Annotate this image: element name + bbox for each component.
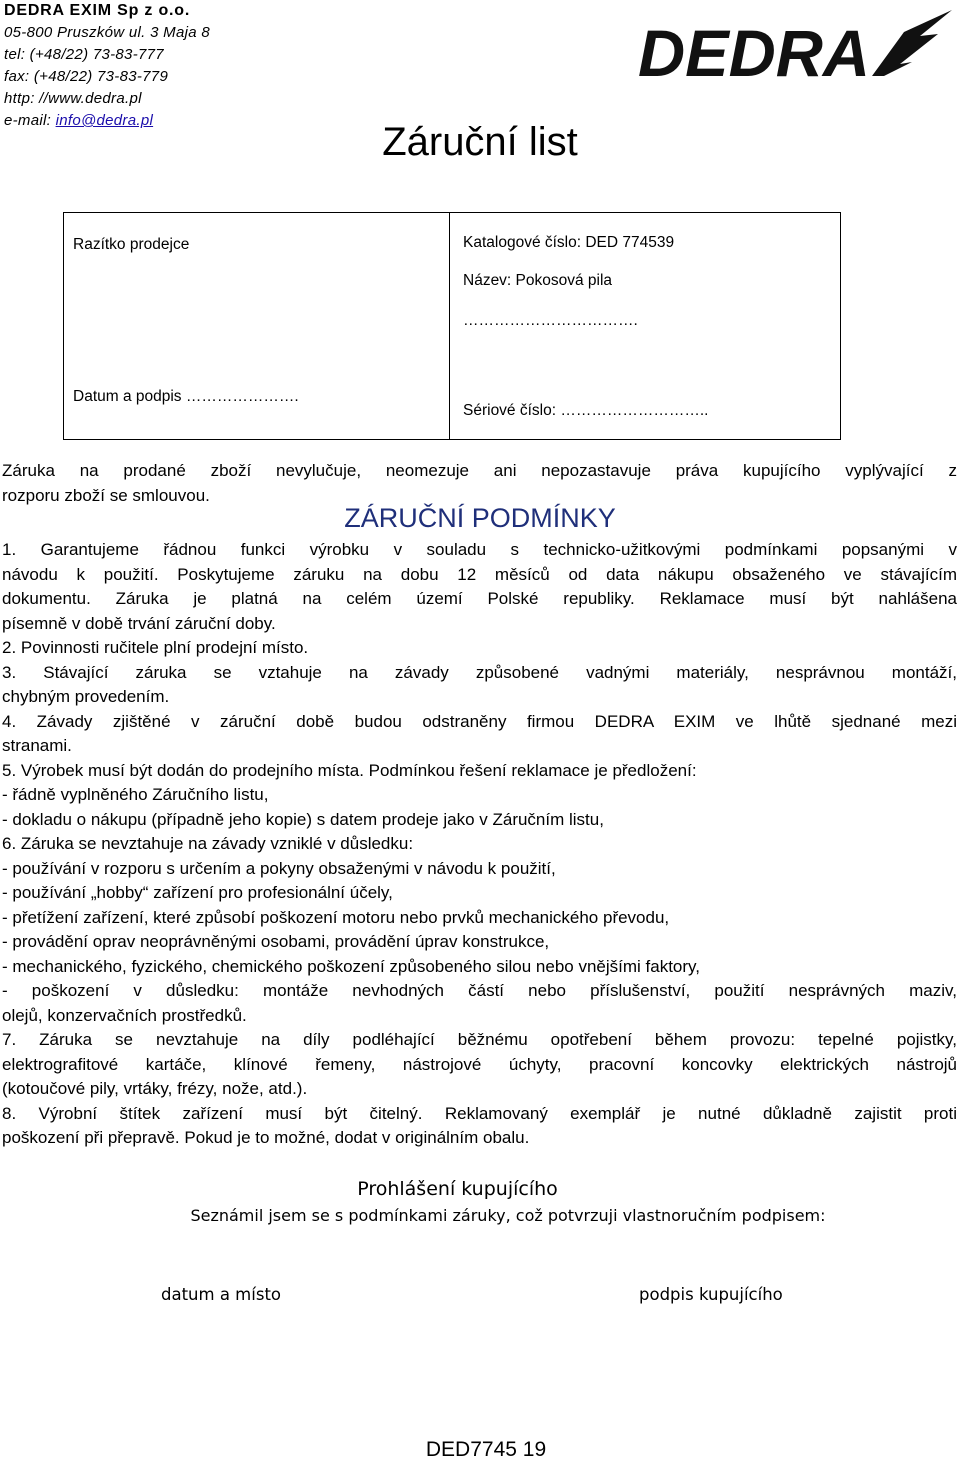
email-prefix: e-mail: [4, 112, 56, 129]
text-line: 4. Závady zjištěné v záruční době budou odstraněny firmou DEDRA EXIM ve lhůtě sjednané mezi [2, 711, 957, 731]
dedra-logo [636, 6, 952, 80]
text-line: poškození při přepravě. Pokud je to možné, dodat v originálním obalu. [2, 1128, 530, 1147]
logo-text: DEDRA [638, 16, 870, 80]
text-line: dokumentu. Záruka je platná na celém území Polské republiky. Reklamace musí být nahlášena [2, 589, 957, 608]
logo-wing-icon [872, 10, 952, 76]
text-line: - používání v rozporu s určením a pokyny obsaženými v návodu k použití, [2, 858, 556, 878]
text-line: 5. Výrobek musí být dodán do prodejního místa. Podmínkou řešení reklamace je předložení: [2, 760, 697, 780]
intro-paragraph [2, 459, 957, 508]
text-line: - přetížení zařízení, které způsobí poškození motoru nebo prvků mechanického převodu, [2, 907, 670, 927]
text-line: 8. Výrobní štítek zařízení musí být čitelný. Reklamovaný exemplář je nutné důkladně zajistit proti [2, 1103, 957, 1123]
text-line: olejů, konzervačních prostředků. [2, 1005, 247, 1025]
company-fax: fax: (+48/22) 73-83-779 [4, 68, 169, 85]
company-tel: tel: (+48/22) 73-83-777 [4, 46, 164, 63]
text-line: - používání „hobby“ zařízení pro profesionální účely, [2, 883, 393, 902]
text-line: rozporu zboží se smlouvou. [2, 485, 210, 505]
text-line: - provádění oprav neoprávněnými osobami, provádění úprav konstrukce, [2, 932, 550, 951]
text-line: 1. Garantujeme řádnou funkci výrobku v souladu s technicko-užitkovými podmínkami popsanými v [2, 540, 957, 559]
buyer-signature-label: podpis kupujícího [639, 1285, 783, 1304]
box-divider [449, 213, 450, 439]
text-line: 7. Záruka se nevztahuje na díly podléhající běžnému opotřebení během provozu: tepelné pojistky, [2, 1030, 957, 1049]
email-link[interactable]: info@dedra.pl [55, 112, 154, 129]
declaration-text: Seznámil jsem se s podmínkami záruky, což potvrzuji vlastnoručním podpisem: [190, 1206, 826, 1225]
text-line: 3. Stávající záruka se vztahuje na závady způsobené vadnými materiály, nesprávnou montáží, [2, 662, 957, 682]
text-line: 6. Záruka se nevztahuje na závady vzniklé v důsledku: [2, 834, 414, 853]
declaration-title: Prohlášení kupujícího [357, 1178, 558, 1200]
text-line: - poškození v důsledku: montáže nevhodných částí nebo příslušenství, použití nesprávných maziv, [2, 981, 957, 1000]
text-line: (kotoučové pily, vrtáky, frézy, nože, atd.). [2, 1079, 308, 1098]
product-name-dots: ……………………………. [463, 312, 638, 329]
text-line: - mechanického, fyzického, chemického poškození způsobeného silou nebo vnějšími faktory, [2, 956, 701, 976]
date-place-label: datum a místo [161, 1285, 282, 1304]
company-name: DEDRA EXIM Sp z o.o. [4, 2, 191, 19]
text-line: písemně v době trvání záruční doby. [2, 613, 276, 633]
company-web: http: //www.dedra.pl [4, 90, 142, 107]
text-line: elektrografitové kartáče, klínové řemeny, nástrojové úchyty, pracovní koncovky elektrických nástrojů [2, 1054, 957, 1074]
company-info [4, 0, 210, 132]
document-code: DED7745 19 [425, 1438, 547, 1461]
stamp-label: Razítko prodejce [73, 236, 190, 253]
page-title: Záruční list [382, 120, 578, 164]
text-line: stranami. [2, 736, 72, 755]
text-line: - řádně vyplněného Záručního listu, [2, 785, 269, 804]
text-line: Záruka na prodané zboží nevylučuje, neomezuje ani nepozastavuje práva kupujícího vyplývající z [2, 461, 957, 480]
date-signature-field: Datum a podpis …………………. [73, 388, 299, 405]
stamp-box [63, 212, 841, 440]
text-line: - dokladu o nákupu (případně jeho kopie) s datem prodeje jako v Záručním listu, [2, 809, 604, 829]
text-line: 2. Povinnosti ručitele plní prodejní místo. [2, 638, 309, 657]
company-address: 05-800 Pruszków ul. 3 Maja 8 [4, 24, 210, 41]
text-line: návodu k použití. Poskytujeme záruku na dobu 12 měsíců od data nákupu obsaženého ve stávajícím [2, 564, 957, 584]
conditions-list [2, 538, 957, 1151]
catalog-number: Katalogové číslo: DED 774539 [463, 234, 675, 251]
conditions-heading: ZÁRUČNÍ PODMÍNKY [344, 503, 616, 533]
serial-number-field: Sériové číslo: ……………………….. [463, 402, 709, 419]
text-line: chybným provedením. [2, 687, 170, 706]
product-name: Název: Pokosová pila [463, 272, 613, 289]
